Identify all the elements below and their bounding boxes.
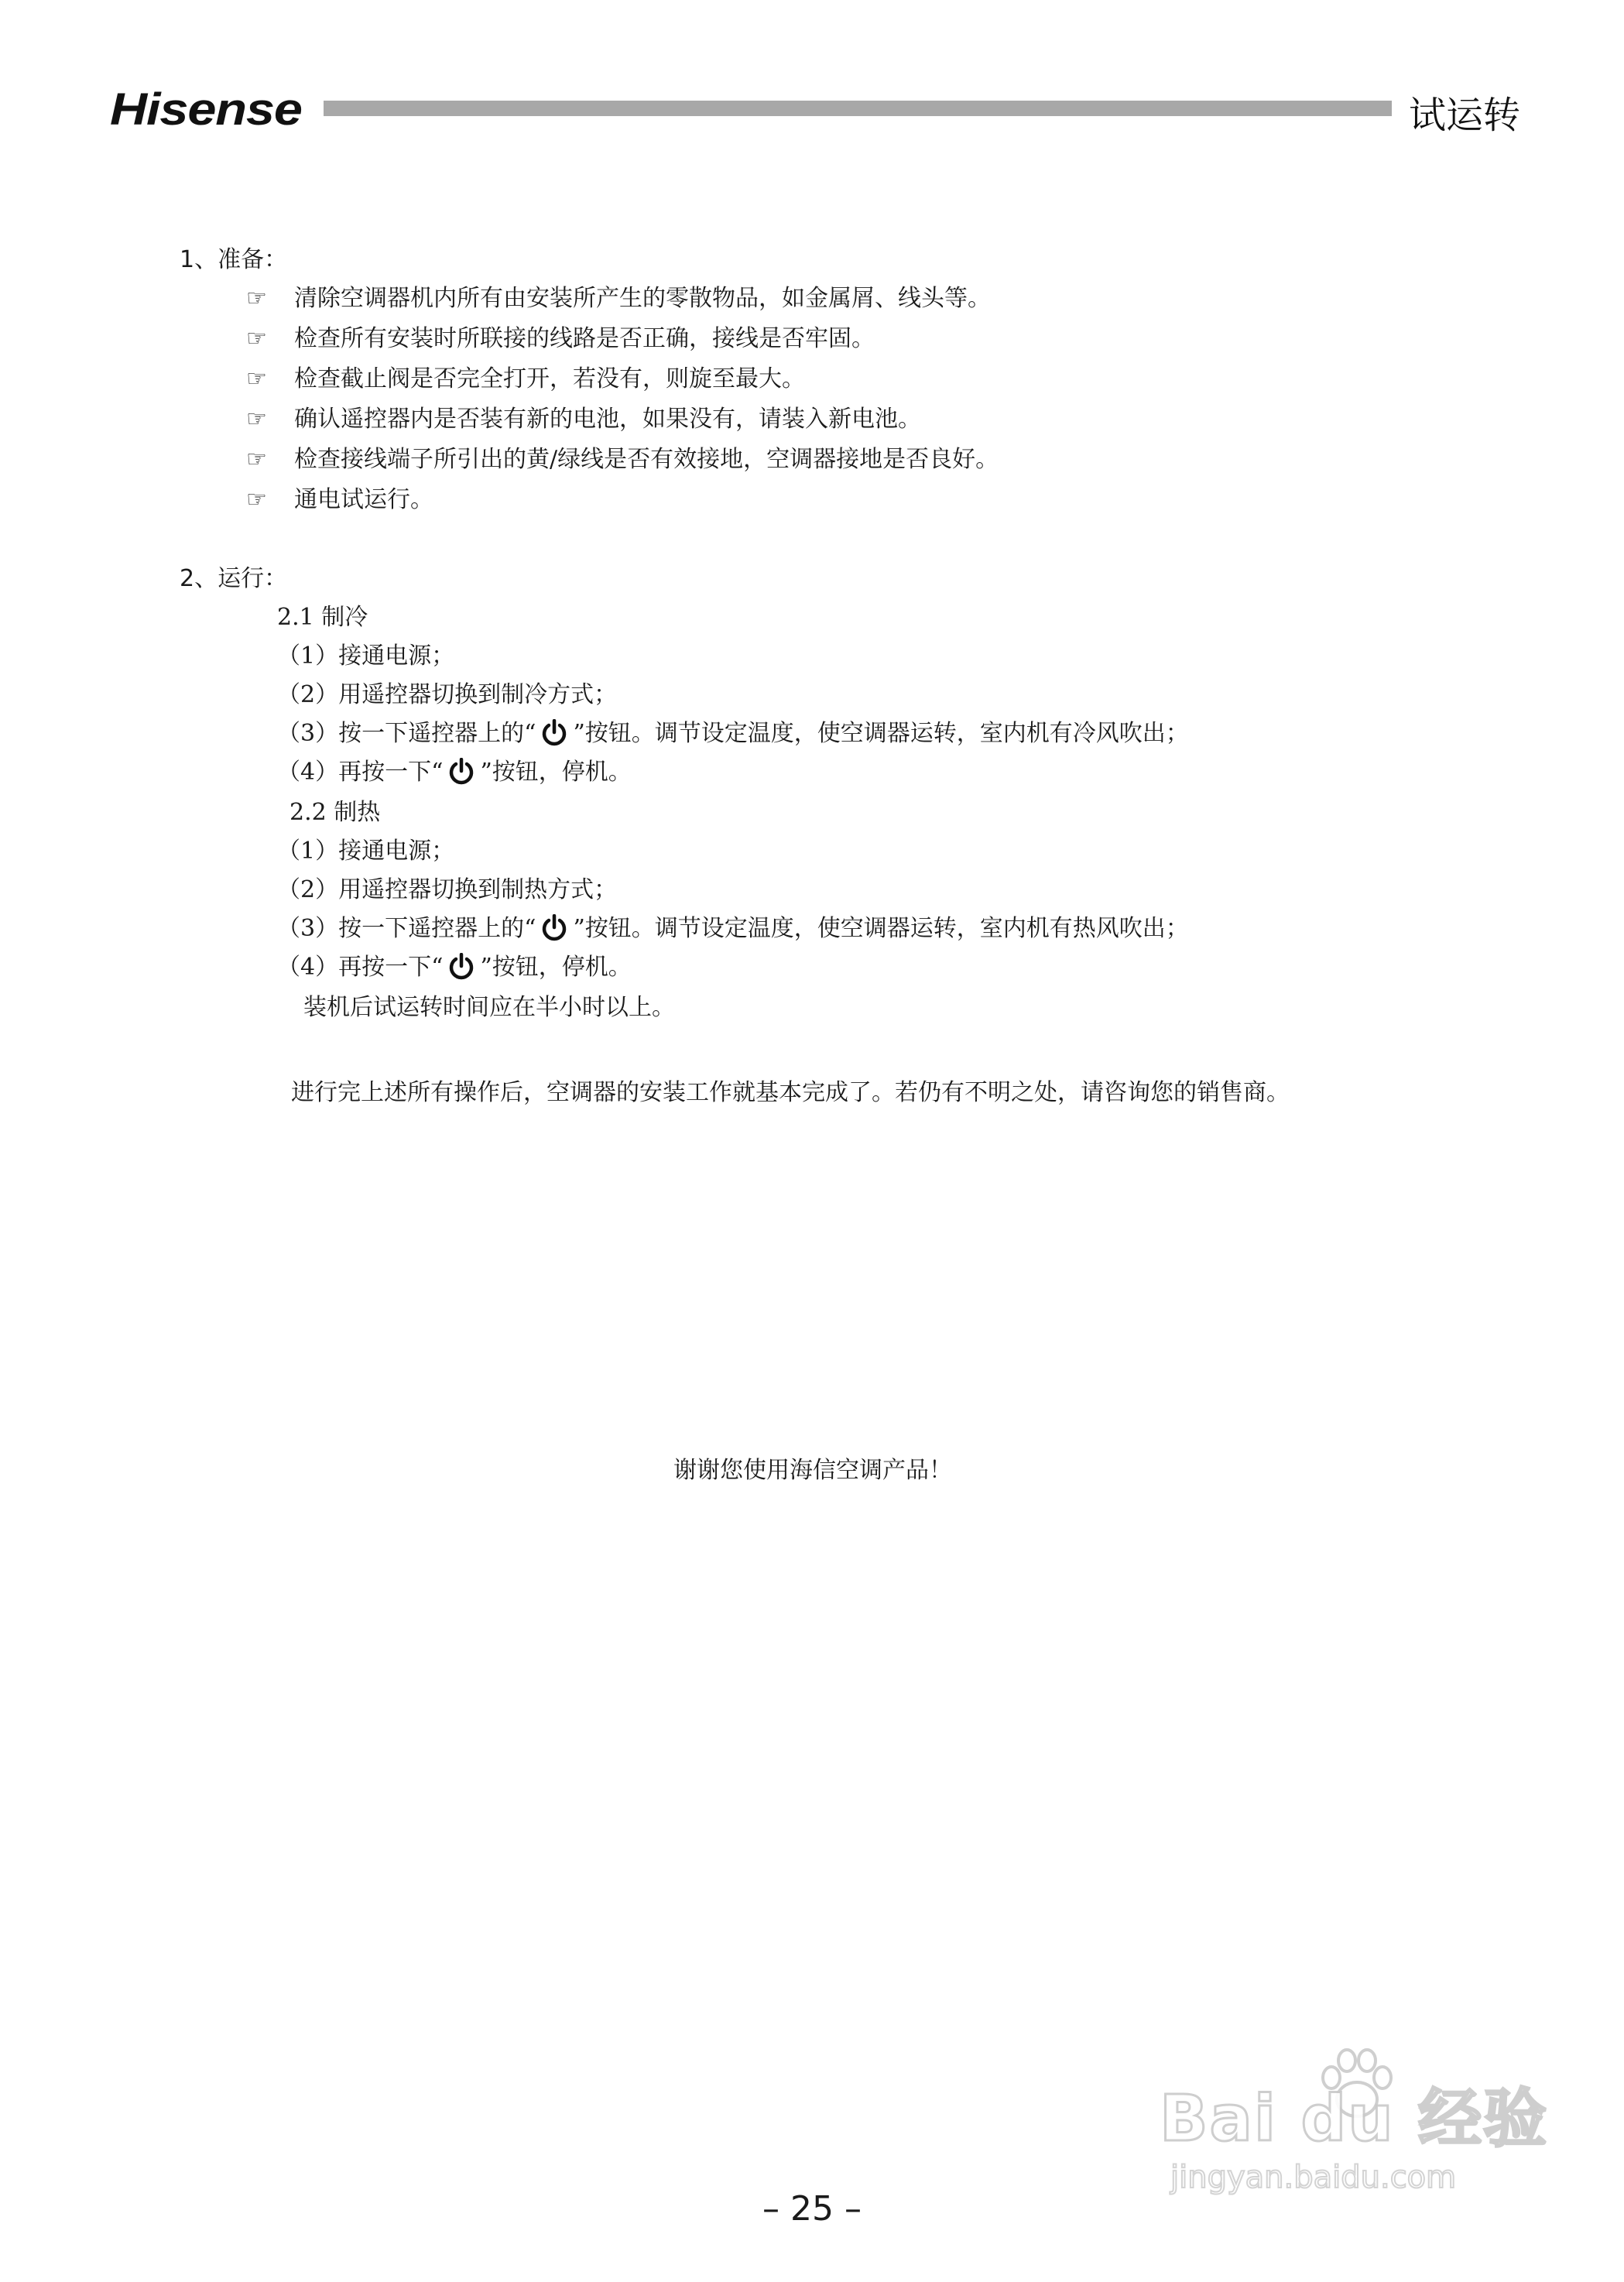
cooling-step: （3）按一下遥控器上的“ ”按钮。调节设定温度，使空调器运转，室内机有冷风吹出；	[277, 720, 1189, 747]
prep-item: ☞ 确认遥控器内是否装有新的电池，如果没有，请装入新电池。	[246, 404, 921, 435]
pointing-hand-icon: ☞	[246, 365, 267, 392]
watermark-main-text: Bai du 经验	[1160, 2082, 1549, 2156]
page-number: – 25 –	[762, 2189, 862, 2229]
heating-step: （2）用遥控器切换到制热方式；	[277, 876, 618, 903]
prep-item: ☞ 检查截止阀是否完全打开，若没有，则旋至最大。	[246, 364, 805, 395]
pointing-hand-icon: ☞	[246, 325, 267, 352]
conclusion-text: 进行完上述所有操作后，空调器的安装工作就基本完成了。若仍有不明之处，请咨询您的销售商。	[291, 1079, 1290, 1106]
pointing-hand-icon: ☞	[246, 406, 267, 433]
thanks-message: 谢谢您使用海信空调产品！	[673, 1457, 952, 1484]
power-icon	[447, 953, 475, 981]
heating-step: （4）再按一下“ ”按钮，停机。	[277, 954, 632, 981]
header-divider-bar	[324, 101, 1392, 116]
watermark-url: jingyan.baidu.com	[1170, 2160, 1457, 2195]
prep-item: ☞ 通电试运行。	[246, 485, 433, 516]
power-icon	[447, 758, 475, 786]
cooling-step: （1）接通电源；	[277, 642, 455, 670]
heating-step: （3）按一下遥控器上的“ ”按钮。调节设定温度，使空调器运转，室内机有热风吹出；	[277, 915, 1189, 942]
cooling-step: （4）再按一下“ ”按钮，停机。	[277, 759, 632, 786]
pointing-hand-icon: ☞	[246, 285, 267, 312]
prep-item: ☞ 检查接线端子所引出的黄/绿线是否有效接地，空调器接地是否良好。	[246, 444, 999, 475]
prep-heading: 1、准备：	[180, 246, 288, 273]
brand-logo: Hisense	[110, 84, 302, 135]
cooling-title: 2.1 制冷	[277, 604, 368, 631]
heating-step: （1）接通电源；	[277, 838, 455, 865]
run-heading: 2、运行：	[180, 565, 288, 592]
pointing-hand-icon: ☞	[246, 486, 267, 513]
section-title: 试运转	[1409, 94, 1521, 137]
prep-item: ☞ 检查所有安装时所联接的线路是否正确，接线是否牢固。	[246, 324, 875, 355]
power-icon	[540, 719, 568, 747]
pointing-hand-icon: ☞	[246, 446, 267, 473]
run-time-note: 装机后试运转时间应在半小时以上。	[303, 994, 675, 1021]
power-icon	[540, 914, 568, 942]
heating-title: 2.2 制热	[290, 799, 381, 826]
prep-item: ☞ 清除空调器机内所有由安装所产生的零散物品，如金属屑、线头等。	[246, 283, 991, 314]
cooling-step: （2）用遥控器切换到制冷方式；	[277, 681, 618, 708]
